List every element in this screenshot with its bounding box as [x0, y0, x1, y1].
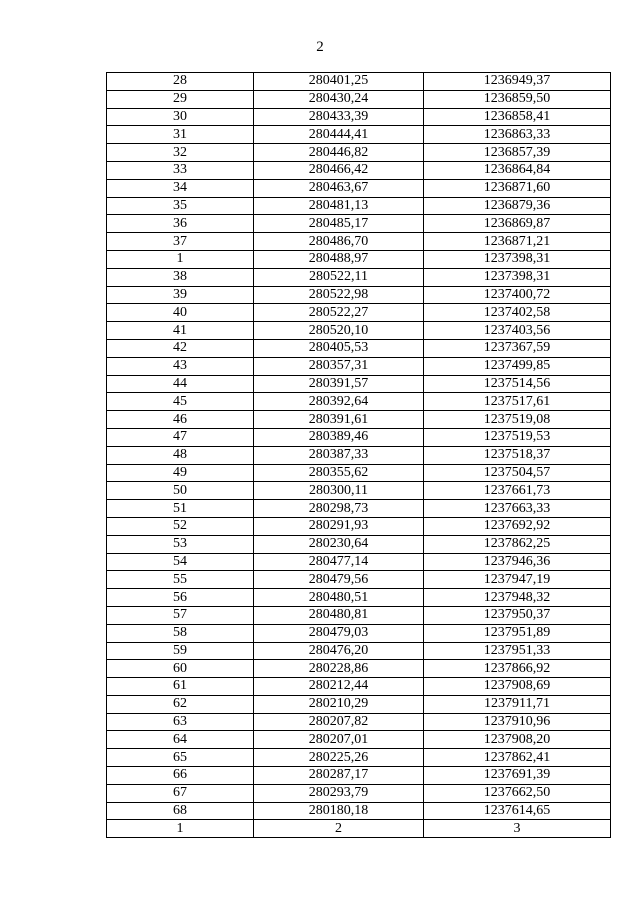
x-coordinate-cell: 280212,44: [254, 678, 424, 696]
x-coordinate-cell: 280488,97: [254, 250, 424, 268]
table-row: [107, 357, 611, 375]
point-number-cell: 47: [107, 428, 254, 446]
y-coordinate-cell: 1237661,73: [424, 482, 611, 500]
table-row: [107, 660, 611, 678]
y-coordinate-cell: 1237948,32: [424, 589, 611, 607]
point-number-cell: 58: [107, 624, 254, 642]
point-number-cell: 63: [107, 713, 254, 731]
y-coordinate-cell: 1237367,59: [424, 339, 611, 357]
table-row: [107, 161, 611, 179]
table-row: [107, 197, 611, 215]
point-number-cell: 67: [107, 784, 254, 802]
y-coordinate-cell: 1236871,60: [424, 179, 611, 197]
table-row: [107, 589, 611, 607]
point-number-cell: 49: [107, 464, 254, 482]
point-number-cell: 36: [107, 215, 254, 233]
column-number-cell: 3: [424, 820, 611, 838]
x-coordinate-cell: 280480,81: [254, 606, 424, 624]
point-number-cell: 64: [107, 731, 254, 749]
point-number-cell: 40: [107, 304, 254, 322]
table-row: [107, 464, 611, 482]
y-coordinate-cell: 1237517,61: [424, 393, 611, 411]
y-coordinate-cell: 1237866,92: [424, 660, 611, 678]
x-coordinate-cell: 280391,57: [254, 375, 424, 393]
y-coordinate-cell: 1237398,31: [424, 250, 611, 268]
table-row: [107, 500, 611, 518]
table-row: [107, 482, 611, 500]
y-coordinate-cell: 1237862,25: [424, 535, 611, 553]
table-row: [107, 802, 611, 820]
y-coordinate-cell: 1237519,08: [424, 411, 611, 429]
point-number-cell: 53: [107, 535, 254, 553]
point-number-cell: 33: [107, 161, 254, 179]
x-coordinate-cell: 280210,29: [254, 695, 424, 713]
table-row: [107, 393, 611, 411]
point-number-cell: 42: [107, 339, 254, 357]
point-number-cell: 48: [107, 446, 254, 464]
y-coordinate-cell: 1236871,21: [424, 233, 611, 251]
table-row: [107, 749, 611, 767]
point-number-cell: 32: [107, 144, 254, 162]
y-coordinate-cell: 1237908,20: [424, 731, 611, 749]
y-coordinate-cell: 1237950,37: [424, 606, 611, 624]
table-row: [107, 339, 611, 357]
point-number-cell: 51: [107, 500, 254, 518]
table-row: [107, 606, 611, 624]
x-coordinate-cell: 280522,27: [254, 304, 424, 322]
y-coordinate-cell: 1237403,56: [424, 322, 611, 340]
x-coordinate-cell: 280387,33: [254, 446, 424, 464]
point-number-cell: 56: [107, 589, 254, 607]
table-row: [107, 767, 611, 785]
table-row: [107, 375, 611, 393]
y-coordinate-cell: 1236857,39: [424, 144, 611, 162]
x-coordinate-cell: 280463,67: [254, 179, 424, 197]
x-coordinate-cell: 280300,11: [254, 482, 424, 500]
table-row: [107, 304, 611, 322]
table-row: [107, 126, 611, 144]
table-row: [107, 695, 611, 713]
page-number: 2: [316, 39, 324, 55]
y-coordinate-cell: 1237514,56: [424, 375, 611, 393]
coordinates-table-body: [107, 73, 611, 838]
point-number-cell: 59: [107, 642, 254, 660]
x-coordinate-cell: 280291,93: [254, 517, 424, 535]
point-number-cell: 39: [107, 286, 254, 304]
y-coordinate-cell: 1237862,41: [424, 749, 611, 767]
x-coordinate-cell: 280430,24: [254, 90, 424, 108]
y-coordinate-cell: 1236869,87: [424, 215, 611, 233]
x-coordinate-cell: 280228,86: [254, 660, 424, 678]
table-row: [107, 73, 611, 91]
y-coordinate-cell: 1237692,92: [424, 517, 611, 535]
y-coordinate-cell: 1237398,31: [424, 268, 611, 286]
table-row: [107, 108, 611, 126]
point-number-cell: 57: [107, 606, 254, 624]
x-coordinate-cell: 280389,46: [254, 428, 424, 446]
table-row: [107, 553, 611, 571]
coordinates-table: [106, 72, 611, 838]
point-number-cell: 52: [107, 517, 254, 535]
y-coordinate-cell: 1237504,57: [424, 464, 611, 482]
x-coordinate-cell: 280287,17: [254, 767, 424, 785]
point-number-cell: 29: [107, 90, 254, 108]
y-coordinate-cell: 1237662,50: [424, 784, 611, 802]
point-number-cell: 65: [107, 749, 254, 767]
y-coordinate-cell: 1237951,89: [424, 624, 611, 642]
x-coordinate-cell: 280225,26: [254, 749, 424, 767]
point-number-cell: 44: [107, 375, 254, 393]
x-coordinate-cell: 280520,10: [254, 322, 424, 340]
point-number-cell: 55: [107, 571, 254, 589]
point-number-cell: 45: [107, 393, 254, 411]
x-coordinate-cell: 280485,17: [254, 215, 424, 233]
y-coordinate-cell: 1237951,33: [424, 642, 611, 660]
point-number-cell: 35: [107, 197, 254, 215]
y-coordinate-cell: 1237518,37: [424, 446, 611, 464]
y-coordinate-cell: 1237908,69: [424, 678, 611, 696]
table-row: [107, 784, 611, 802]
column-number-row: [107, 820, 611, 838]
y-coordinate-cell: 1237402,58: [424, 304, 611, 322]
point-number-cell: 62: [107, 695, 254, 713]
table-row: [107, 713, 611, 731]
table-row: [107, 678, 611, 696]
x-coordinate-cell: 280298,73: [254, 500, 424, 518]
table-row: [107, 535, 611, 553]
column-number-cell: 1: [107, 820, 254, 838]
x-coordinate-cell: 280392,64: [254, 393, 424, 411]
x-coordinate-cell: 280477,14: [254, 553, 424, 571]
point-number-cell: 41: [107, 322, 254, 340]
x-coordinate-cell: 280230,64: [254, 535, 424, 553]
y-coordinate-cell: 1236863,33: [424, 126, 611, 144]
point-number-cell: 46: [107, 411, 254, 429]
point-number-cell: 66: [107, 767, 254, 785]
y-coordinate-cell: 1237691,39: [424, 767, 611, 785]
point-number-cell: 28: [107, 73, 254, 91]
x-coordinate-cell: 280433,39: [254, 108, 424, 126]
table-row: [107, 286, 611, 304]
x-coordinate-cell: 280401,25: [254, 73, 424, 91]
y-coordinate-cell: 1236949,37: [424, 73, 611, 91]
y-coordinate-cell: 1237947,19: [424, 571, 611, 589]
x-coordinate-cell: 280207,01: [254, 731, 424, 749]
point-number-cell: 1: [107, 250, 254, 268]
table-row: [107, 446, 611, 464]
table-row: [107, 624, 611, 642]
x-coordinate-cell: 280522,98: [254, 286, 424, 304]
table-row: [107, 642, 611, 660]
point-number-cell: 30: [107, 108, 254, 126]
y-coordinate-cell: 1237400,72: [424, 286, 611, 304]
table-row: [107, 233, 611, 251]
point-number-cell: 61: [107, 678, 254, 696]
point-number-cell: 60: [107, 660, 254, 678]
y-coordinate-cell: 1236864,84: [424, 161, 611, 179]
x-coordinate-cell: 280180,18: [254, 802, 424, 820]
x-coordinate-cell: 280446,82: [254, 144, 424, 162]
x-coordinate-cell: 280480,51: [254, 589, 424, 607]
table-row: [107, 411, 611, 429]
x-coordinate-cell: 280466,42: [254, 161, 424, 179]
table-row: [107, 571, 611, 589]
x-coordinate-cell: 280293,79: [254, 784, 424, 802]
x-coordinate-cell: 280355,62: [254, 464, 424, 482]
table-row: [107, 322, 611, 340]
x-coordinate-cell: 280522,11: [254, 268, 424, 286]
x-coordinate-cell: 280357,31: [254, 357, 424, 375]
table-row: [107, 144, 611, 162]
y-coordinate-cell: 1237663,33: [424, 500, 611, 518]
y-coordinate-cell: 1236858,41: [424, 108, 611, 126]
point-number-cell: 31: [107, 126, 254, 144]
y-coordinate-cell: 1237946,36: [424, 553, 611, 571]
x-coordinate-cell: 280444,41: [254, 126, 424, 144]
table-row: [107, 517, 611, 535]
y-coordinate-cell: 1236879,36: [424, 197, 611, 215]
point-number-cell: 43: [107, 357, 254, 375]
y-coordinate-cell: 1237910,96: [424, 713, 611, 731]
point-number-cell: 68: [107, 802, 254, 820]
x-coordinate-cell: 280479,03: [254, 624, 424, 642]
table-row: [107, 90, 611, 108]
y-coordinate-cell: 1236859,50: [424, 90, 611, 108]
x-coordinate-cell: 280479,56: [254, 571, 424, 589]
y-coordinate-cell: 1237499,85: [424, 357, 611, 375]
point-number-cell: 37: [107, 233, 254, 251]
point-number-cell: 50: [107, 482, 254, 500]
x-coordinate-cell: 280391,61: [254, 411, 424, 429]
table-row: [107, 215, 611, 233]
y-coordinate-cell: 1237519,53: [424, 428, 611, 446]
x-coordinate-cell: 280405,53: [254, 339, 424, 357]
table-row: [107, 268, 611, 286]
column-number-cell: 2: [254, 820, 424, 838]
table-row: [107, 250, 611, 268]
x-coordinate-cell: 280476,20: [254, 642, 424, 660]
table-row: [107, 179, 611, 197]
table-row: [107, 731, 611, 749]
x-coordinate-cell: 280207,82: [254, 713, 424, 731]
point-number-cell: 54: [107, 553, 254, 571]
table-row: [107, 428, 611, 446]
x-coordinate-cell: 280481,13: [254, 197, 424, 215]
y-coordinate-cell: 1237911,71: [424, 695, 611, 713]
x-coordinate-cell: 280486,70: [254, 233, 424, 251]
point-number-cell: 34: [107, 179, 254, 197]
y-coordinate-cell: 1237614,65: [424, 802, 611, 820]
point-number-cell: 38: [107, 268, 254, 286]
